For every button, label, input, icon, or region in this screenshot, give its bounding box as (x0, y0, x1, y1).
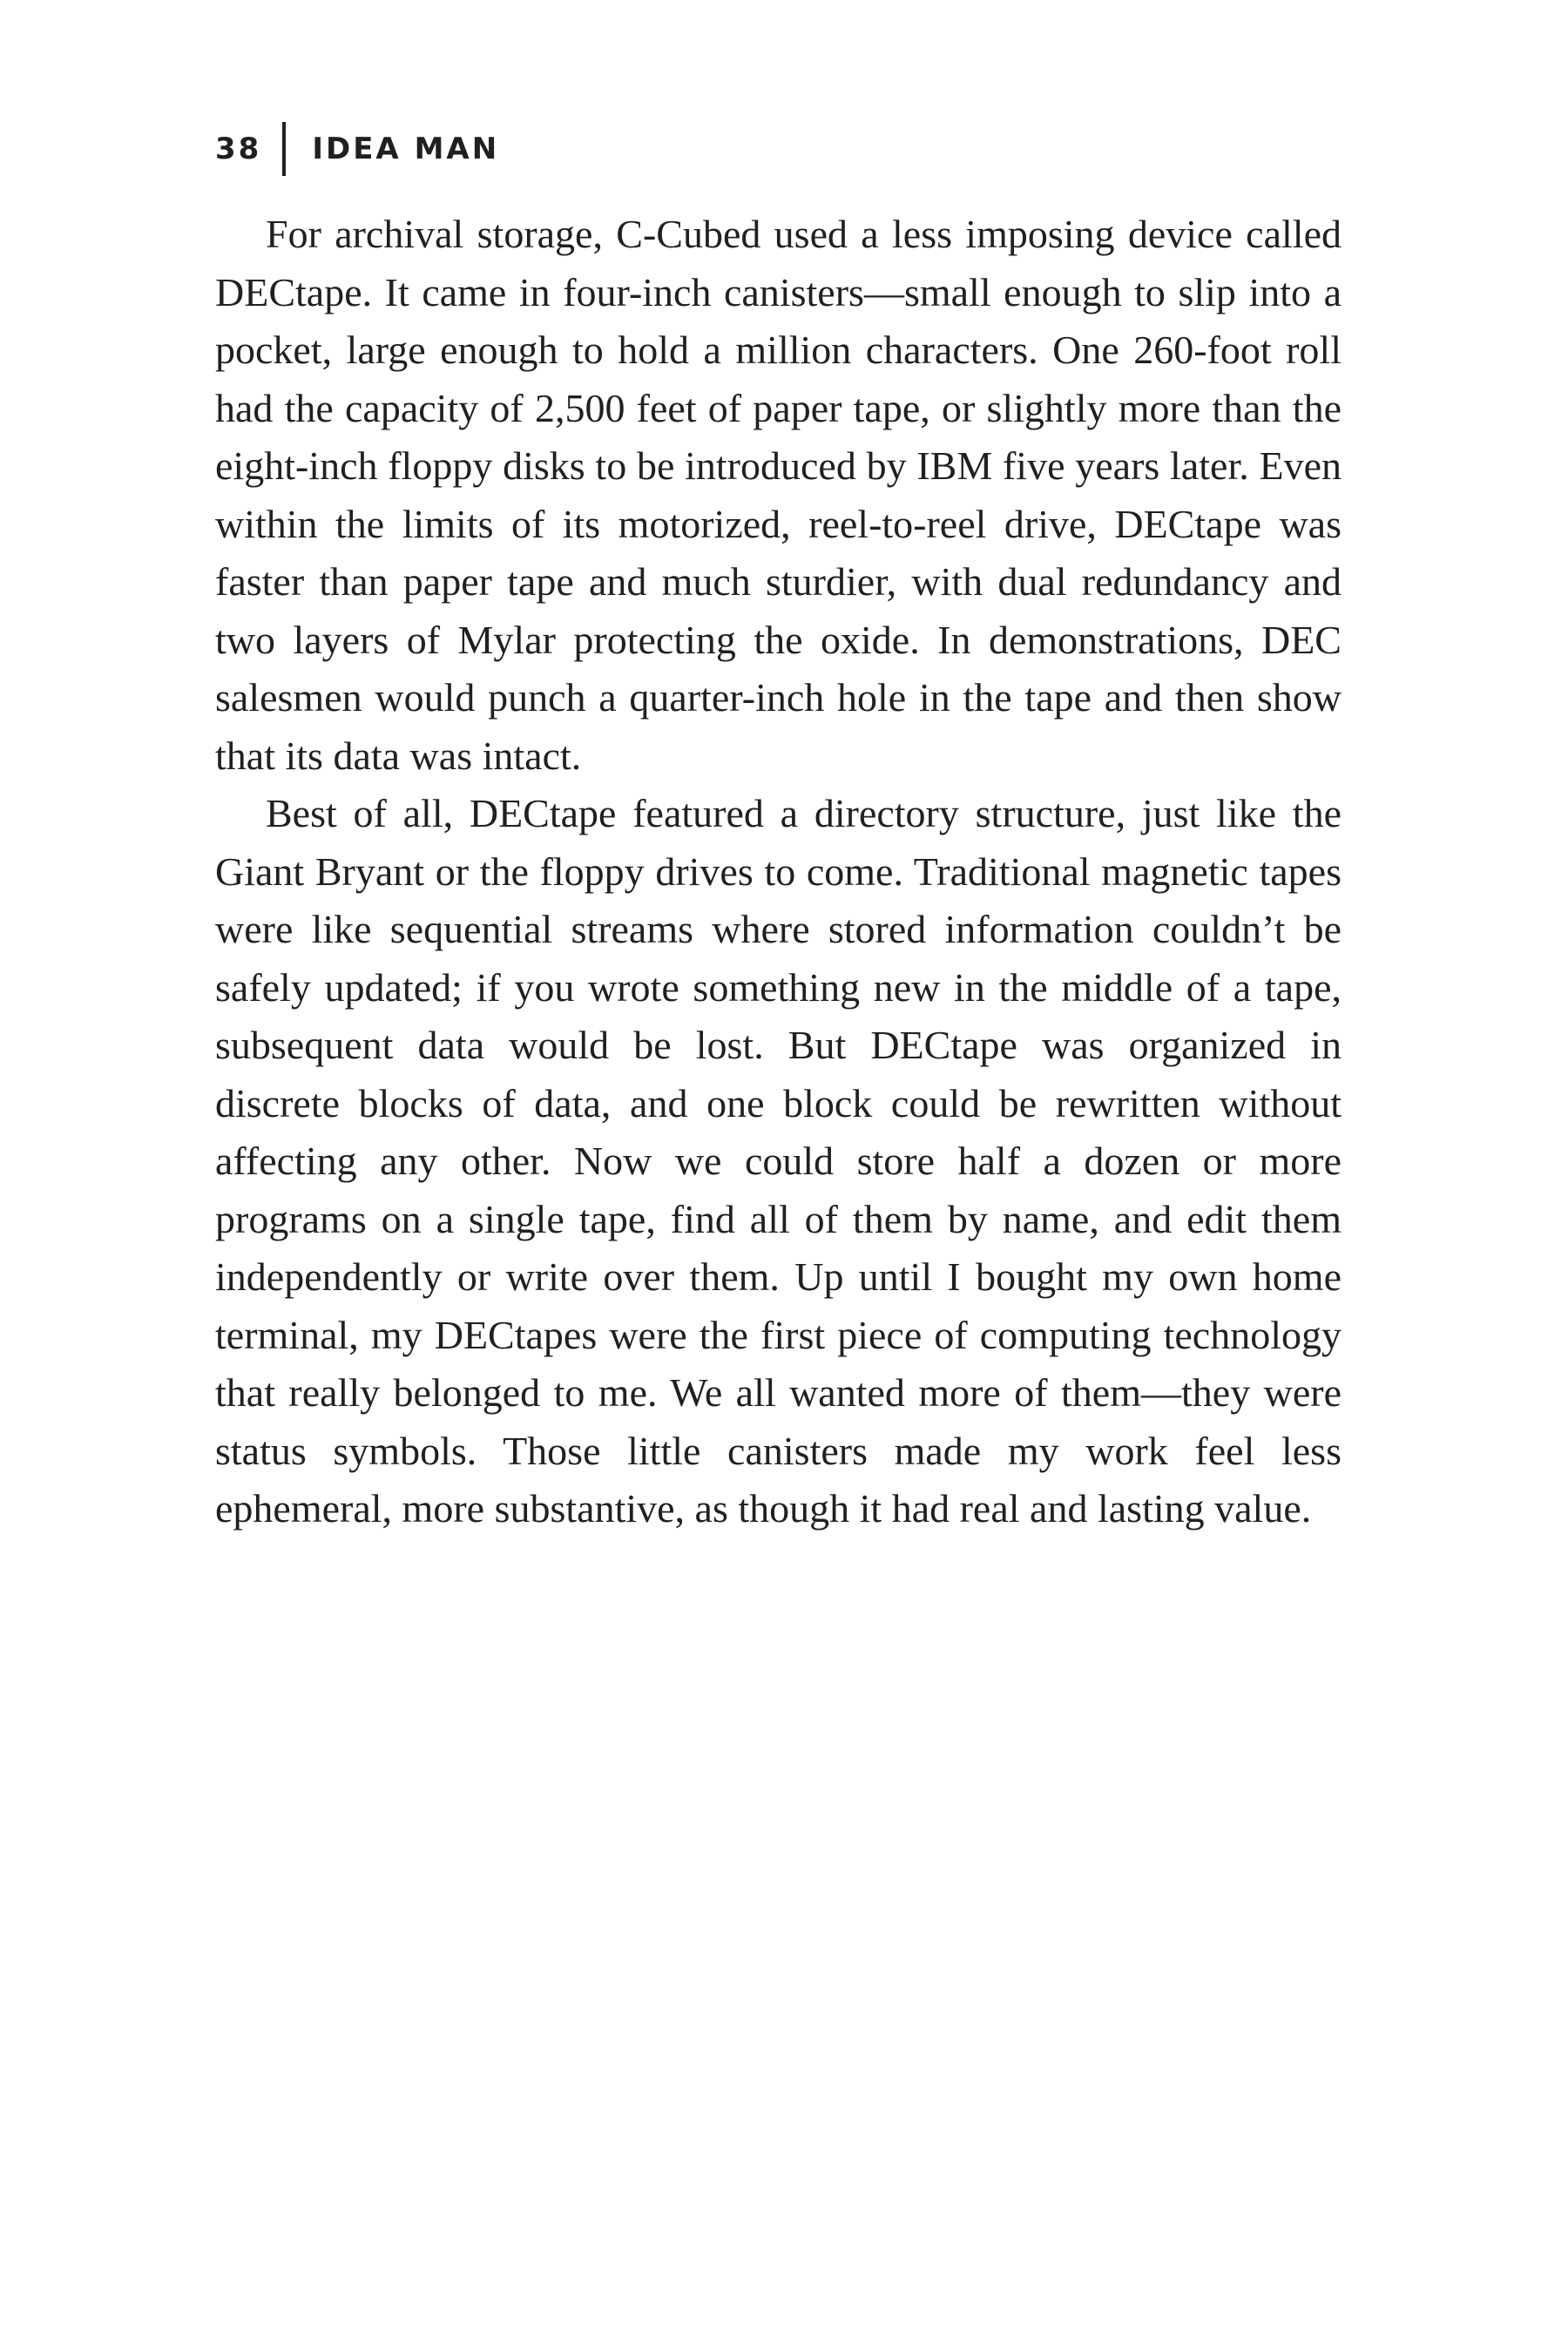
page-number: 38 (215, 132, 262, 166)
running-title: IDEA MAN (312, 132, 500, 166)
running-head (215, 122, 499, 176)
body-text (215, 206, 1342, 1538)
paragraph: For archival storage, C-Cubed used a less imposing device called DECtape. It came in four-inch canisters—small enough to slip into a pocket, large enough to hold a million characters. One 260-foot roll had the capacity of 2,500 feet of paper tape, or slightly more than the eight-inch floppy disks to be introduced by IBM five years later. Even within the limits of its motorized, reel-to-reel drive, DECtape was faster than paper tape and much sturdier, with dual redundancy and two layers of Mylar protecting the oxide. In demonstrations, DEC salesmen would punch a quarter-inch hole in the tape and then show that its data was intact. (215, 212, 1342, 778)
header-divider (282, 122, 286, 176)
paragraph: Best of all, DECtape featured a directory structure, just like the Giant Bryant or the floppy drives to come. Traditional magnetic tapes were like sequential streams where stored information couldn’t be safely updated; if you wrote something new in the middle of a tape, subsequent data would be lost. But DECtape was organized in discrete blocks of data, and one block could be rewritten without affecting any other. Now we could store half a dozen or more programs on a single tape, find all of them by name, and edit them independently or write over them. Up until I bought my own home terminal, my DECtapes were the first piece of computing technology that really belonged to me. We all wanted more of them—they were status symbols. Those little canisters made my work feel less ephemeral, more substantive, as though it had real and lasting value. (215, 791, 1342, 1531)
